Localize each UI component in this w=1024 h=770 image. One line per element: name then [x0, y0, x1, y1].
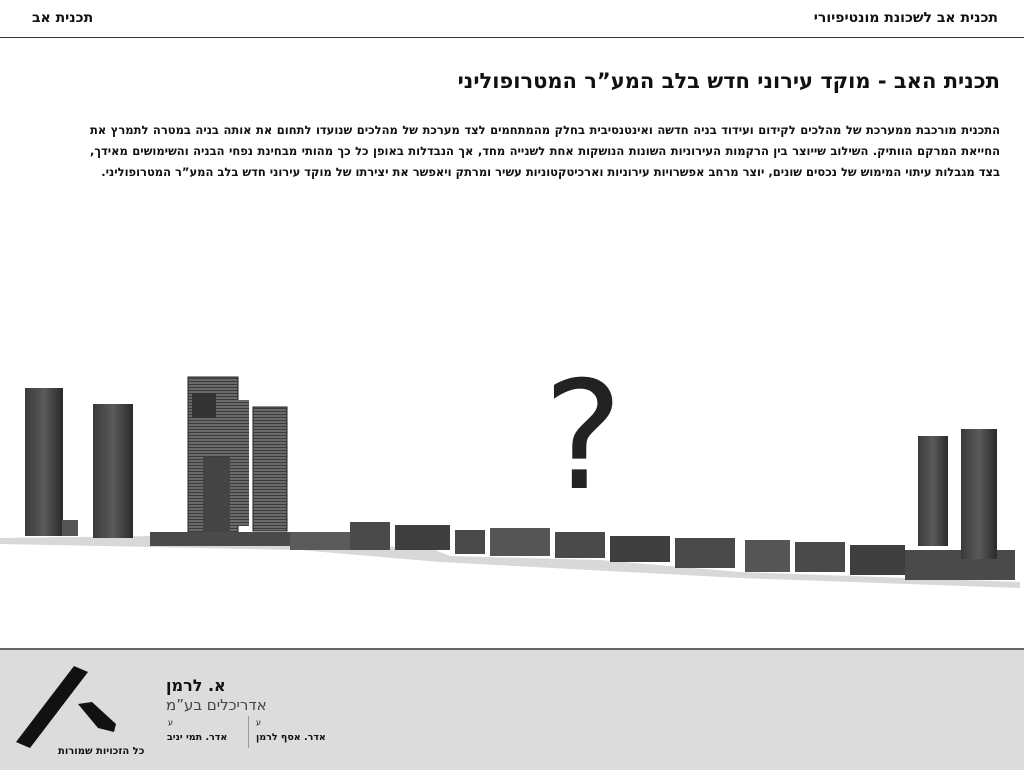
tower-3-core	[203, 457, 230, 541]
tower-3-dark	[192, 393, 216, 418]
footer	[0, 648, 1024, 770]
tower-2	[93, 404, 133, 538]
tower-5	[253, 407, 287, 531]
top-bar	[0, 0, 1024, 38]
firm-subtitle: אדריכלים בע”מ	[166, 696, 267, 714]
question-mark: ?	[543, 360, 623, 524]
divider	[248, 716, 249, 748]
tick-mark: ע	[256, 718, 262, 727]
city-massing-illustration	[0, 360, 1024, 590]
document-title: תכנית אב לשכונת מונטיפיורי	[813, 10, 998, 26]
tick-mark: ע	[168, 718, 174, 727]
description-paragraph: התכנית מורכבת ממערכת של מהלכים לקידום ועידוד בניה חדשה ואינטנסיבית בחלק מהמתחמים לצד מערכת של מהלכים שנועדו לתחום את אותה בניה במטרה לתמרץ את החייאת המרקם הוותיק. השילוב שייוצר בין הרקמות העירוניות השונות הנושקות אחת לשנייה מחד, אך הנבדלות באופן כל כך מהותי מבחינת נפחי הבניה והשימושים מאידך, בצד מגבלות עיתוי המימוש של נכסים שונים, יוצר מרחב אפשרויות עירוניות וארכיטקטוניות עשיר ומרתק ויאפשר את יצירתו של מוקד עירוני חדש בלב המע”ר המטרופוליני.	[90, 123, 1000, 179]
tower-6	[918, 436, 948, 546]
section-title: תכנית אב	[32, 10, 94, 26]
firm-logo	[16, 666, 126, 748]
copyright-notice: כל הזכויות שמורות	[58, 746, 145, 757]
tower-1-base	[62, 520, 78, 536]
firm-name: א. לרמן	[166, 676, 226, 695]
page-heading: תכנית האב - מוקד עירוני חדש בלב המע”ר המטרופוליני	[457, 69, 1000, 93]
tower-7	[961, 429, 997, 559]
tower-1	[25, 388, 63, 536]
architect-name: אדר. תמי יניב	[167, 732, 228, 743]
architect-name: אדר. אסף לרמן	[256, 732, 326, 743]
tower-4	[237, 400, 249, 526]
